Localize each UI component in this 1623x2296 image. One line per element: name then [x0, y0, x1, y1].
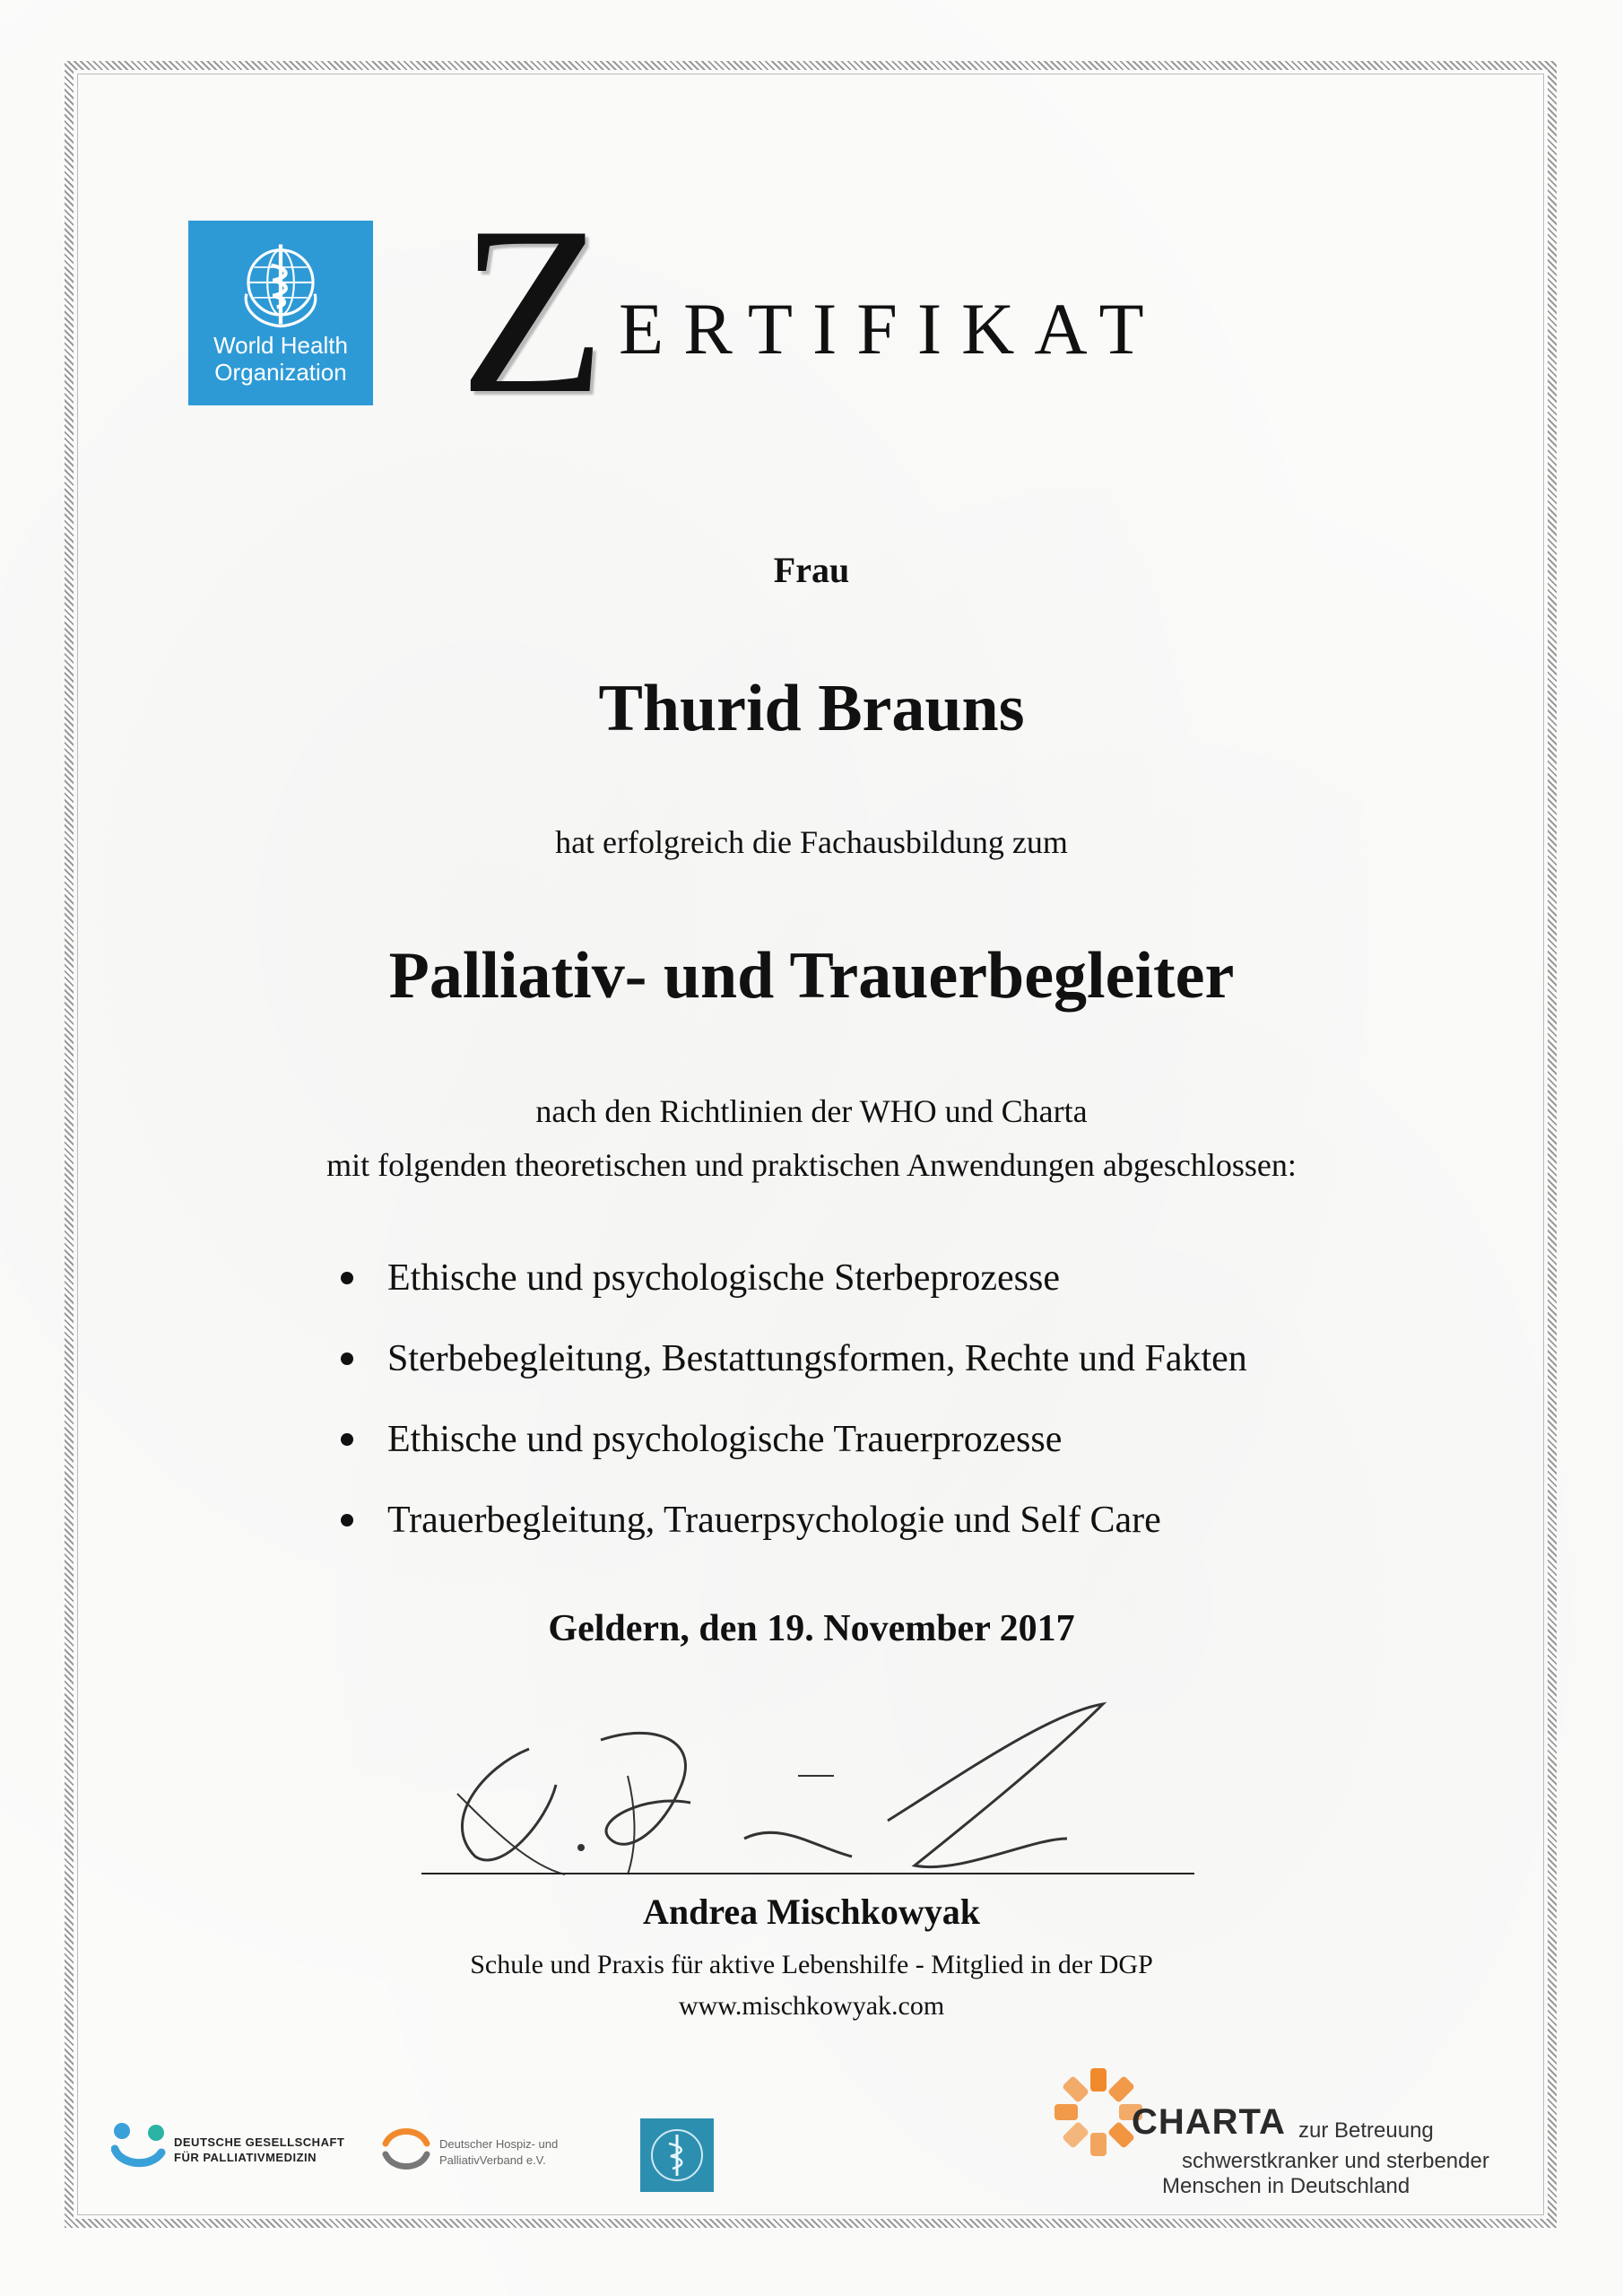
title-initial: Z: [459, 177, 606, 443]
topics-list: [341, 1238, 1247, 1561]
signature-line: [421, 1873, 1194, 1874]
course-title: Palliativ- und Trauerbegleiter: [388, 939, 1235, 1013]
topic-item: [341, 1399, 1247, 1480]
bullet-icon: [341, 1272, 353, 1284]
intro-text: hat erfolgreich die Fachausbildung zum: [555, 824, 1068, 860]
who-logo: [188, 221, 373, 405]
dgp-logo: [111, 2117, 362, 2179]
dgp-emblem-icon: [111, 2120, 167, 2170]
charta-line2: schwerstkranker und sterbender: [1182, 2149, 1489, 2173]
recipient-name: Thurid Brauns: [598, 672, 1025, 745]
topic-item: [341, 1318, 1247, 1399]
dhpv-name-line2: PalliativVerband e.V.: [439, 2153, 546, 2167]
title-text: ERTIFIKAT: [619, 288, 1164, 370]
charta-name: CHARTA: [1132, 2102, 1286, 2142]
charta-line3: Menschen in Deutschland: [1162, 2174, 1410, 2198]
guidelines-line2: mit folgenden theoretischen und praktischen Anwendungen abgeschlossen:: [326, 1147, 1297, 1183]
dgp-name: [174, 2135, 344, 2165]
charta-line1: zur Betreuung: [1298, 2118, 1434, 2143]
topic-item: [341, 1238, 1247, 1318]
place-date: Geldern, den 19. November 2017: [548, 1608, 1075, 1649]
dgp-name-line2: FÜR PALLIATIVMEDIZIN: [174, 2151, 317, 2164]
dhpv-emblem-icon: [380, 2124, 432, 2174]
dhpv-logo: [380, 2120, 613, 2183]
dhpv-name-line1: Deutscher Hospiz- und: [439, 2137, 559, 2151]
salutation: Frau: [773, 550, 850, 590]
topic-text: Trauerbegleitung, Trauerpsychologie und Self Care: [387, 1500, 1161, 1541]
handwritten-signature: [421, 1686, 1228, 1892]
topic-text: Ethische und psychologische Trauerprozesse: [387, 1419, 1063, 1460]
dgp-name-line1: DEUTSCHE GESELLSCHAFT: [174, 2135, 345, 2149]
signer-affiliation: Schule und Praxis für aktive Lebenshilfe - Mitglied in der DGP: [470, 1950, 1153, 1979]
caduceus-icon: [640, 2118, 714, 2192]
topic-text: Sterbebegleitung, Bestattungsformen, Rechte und Fakten: [387, 1338, 1247, 1379]
guidelines-line1: nach den Richtlinien der WHO und Charta: [535, 1093, 1088, 1129]
topic-item: [341, 1480, 1247, 1561]
medical-seal-logo: [640, 2118, 714, 2192]
bullet-icon: [341, 1352, 353, 1365]
signer-name: Andrea Mischkowyak: [643, 1892, 980, 1932]
dhpv-name: [439, 2136, 558, 2169]
who-name-line2: Organization: [214, 359, 347, 386]
bullet-icon: [341, 1514, 353, 1526]
who-name-line1: World Health: [213, 332, 348, 359]
topic-text: Ethische und psychologische Sterbeprozesse: [387, 1257, 1060, 1299]
who-emblem-icon: [233, 237, 328, 332]
bullet-icon: [341, 1433, 353, 1446]
signer-website: www.mischkowyak.com: [678, 1991, 945, 2021]
charta-logo: [1049, 2063, 1515, 2206]
